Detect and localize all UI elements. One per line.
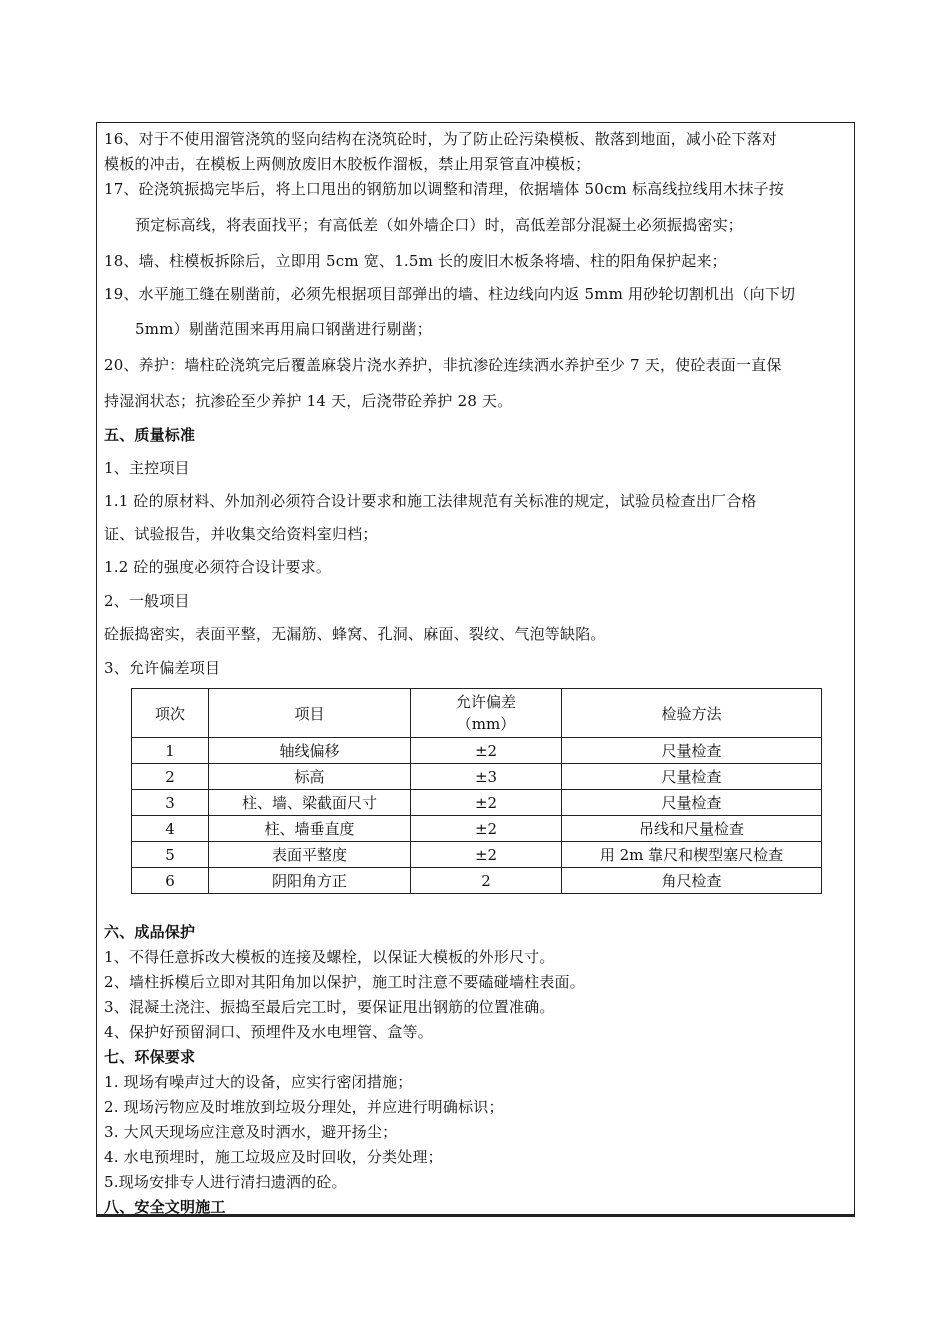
protection-item-4: 4、保护好预留洞口、预埋件及水电埋管、盒等。 <box>104 1023 433 1041</box>
row-method: 角尺检查 <box>562 868 822 894</box>
row-item: 标高 <box>209 764 411 790</box>
environment-heading: 七、环保要求 <box>104 1048 196 1066</box>
row-item: 表面平整度 <box>209 842 411 868</box>
row-item: 柱、墙垂直度 <box>209 816 411 842</box>
main-item-1a: 1.1 砼的原材料、外加剂必须符合设计要求和施工法律规范有关标准的规定，试验员检查出厂合格 <box>104 492 757 510</box>
row-index: 3 <box>132 790 209 816</box>
environment-item-4: 4. 水电预埋时，施工垃圾应及时回收，分类处理； <box>104 1148 443 1166</box>
environment-item-2: 2. 现场污物应及时堆放到垃圾分理处，并应进行明确标识； <box>104 1098 504 1116</box>
safety-heading: 八、安全文明施工 <box>104 1198 226 1216</box>
quality-heading: 五、质量标准 <box>104 426 196 444</box>
table-row <box>132 842 822 868</box>
header-tolerance <box>411 689 562 738</box>
body-line-19a: 19、水平施工缝在剔凿前，必须先根据项目部弹出的墙、柱边线向内返 5mm 用砂轮切割机出（向下切 <box>104 285 796 303</box>
row-method: 用 2m 靠尺和楔型塞尺检查 <box>562 842 822 868</box>
table-row <box>132 816 822 842</box>
environment-item-5: 5.现场安排专人进行清扫遗洒的砼。 <box>104 1173 347 1191</box>
environment-item-3: 3. 大风天现场应注意及时洒水，避开扬尘； <box>104 1123 398 1141</box>
body-line-19b: 5mm）剔凿范围来再用扁口钢凿进行剔凿； <box>135 320 432 338</box>
table-row <box>132 868 822 894</box>
header-tolerance-line1: 允许偏差 <box>455 693 516 711</box>
header-tolerance-unit: （mm） <box>456 715 516 733</box>
body-line-16b: 模板的冲击，在模板上两侧放废旧木胶板作溜板，禁止用泵管直冲模板； <box>104 155 591 173</box>
general-text: 砼振捣密实，表面平整，无漏筋、蜂窝、孔洞、麻面、裂纹、气泡等缺陷。 <box>104 625 606 643</box>
tolerance-table <box>131 688 822 894</box>
row-method: 吊线和尺量检查 <box>562 816 822 842</box>
body-line-16a: 16、对于不使用溜管浇筑的竖向结构在浇筑砼时，为了防止砼污染模板、散落到地面，减小砼下落对 <box>104 130 778 148</box>
row-index: 5 <box>132 842 209 868</box>
protection-item-2: 2、墙柱拆模后立即对其阳角加以保护，施工时注意不要磕碰墙柱表面。 <box>104 973 585 991</box>
protection-item-3: 3、混凝土浇注、振捣至最后完工时，要保证甩出钢筋的位置准确。 <box>104 998 555 1016</box>
row-tolerance: ±2 <box>411 842 562 868</box>
row-item: 柱、墙、梁截面尺寸 <box>209 790 411 816</box>
protection-heading: 六、成品保护 <box>104 923 196 941</box>
body-line-20a: 20、养护：墙柱砼浇筑完后覆盖麻袋片浇水养护，非抗渗砼连续洒水养护至少 7 天，使砼表面一直保 <box>104 356 782 374</box>
protection-item-1: 1、不得任意拆改大模板的连接及螺栓，以保证大模板的外形尺寸。 <box>104 948 555 966</box>
general-title: 2、一般项目 <box>104 592 190 610</box>
table-row <box>132 790 822 816</box>
header-item: 项目 <box>209 689 411 738</box>
row-method: 尺量检查 <box>562 738 822 764</box>
row-method: 尺量检查 <box>562 790 822 816</box>
table-header-row <box>132 689 822 738</box>
main-item-1b: 证、试验报告，并收集交给资料室归档； <box>104 525 378 543</box>
row-method: 尺量检查 <box>562 764 822 790</box>
row-index: 2 <box>132 764 209 790</box>
body-line-18: 18、墙、柱模板拆除后，立即用 5cm 宽、1.5m 长的废旧木板条将墙、柱的阳角保护起来； <box>104 252 727 270</box>
row-item: 轴线偏移 <box>209 738 411 764</box>
tolerance-title: 3、允许偏差项目 <box>104 659 221 677</box>
header-index: 项次 <box>132 689 209 738</box>
main-control-title: 1、主控项目 <box>104 459 190 477</box>
body-line-20b: 持湿润状态；抗渗砼至少养护 14 天，后浇带砼养护 28 天。 <box>104 392 513 410</box>
table-row <box>132 764 822 790</box>
table-row <box>132 738 822 764</box>
row-tolerance: ±2 <box>411 738 562 764</box>
row-index: 6 <box>132 868 209 894</box>
row-tolerance: ±2 <box>411 790 562 816</box>
row-tolerance: ±3 <box>411 764 562 790</box>
environment-item-1: 1. 现场有噪声过大的设备，应实行密闭措施； <box>104 1073 413 1091</box>
body-line-17b: 预定标高线，将表面找平；有高低差（如外墙企口）时，高低差部分混凝土必须振捣密实； <box>135 216 744 234</box>
header-method: 检验方法 <box>562 689 822 738</box>
body-line-17a: 17、砼浇筑振捣完毕后，将上口甩出的钢筋加以调整和清理，依据墙体 50cm 标高线拉线用木抹子按 <box>104 180 784 198</box>
row-tolerance: ±2 <box>411 816 562 842</box>
row-index: 4 <box>132 816 209 842</box>
main-item-2: 1.2 砼的强度必须符合设计要求。 <box>104 558 332 576</box>
row-item: 阴阳角方正 <box>209 868 411 894</box>
row-index: 1 <box>132 738 209 764</box>
row-tolerance: 2 <box>411 868 562 894</box>
